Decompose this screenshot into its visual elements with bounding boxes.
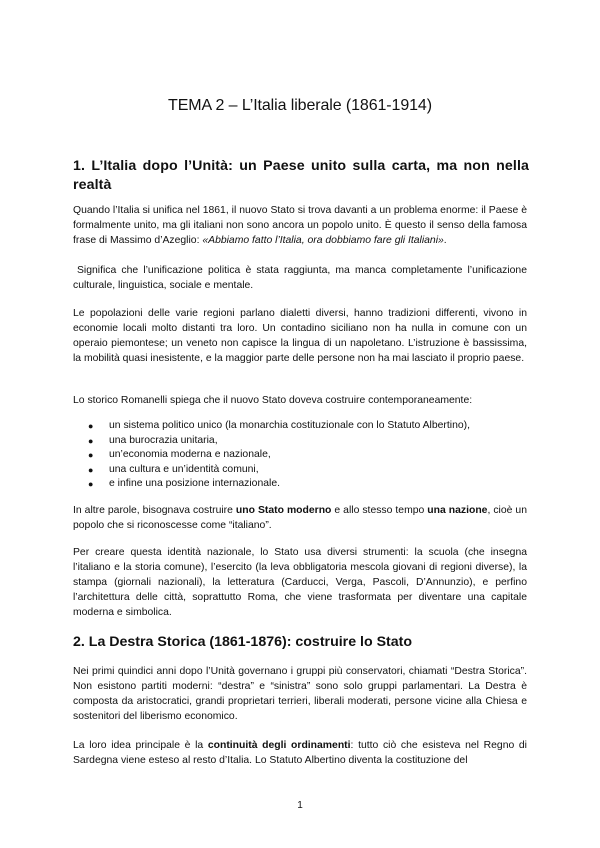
p-continuita-part-c: : tutto ciò che esisteva nel Regno di Sardegna viene esteso al resto d’Italia. Lo Statuto Albertino diventa la costituzione del bbox=[73, 740, 527, 766]
azeglio-quote: «Abbiamo fatto l’Italia, ora dobbiamo fare gli Italiani» bbox=[202, 235, 444, 246]
nazione-bold: una nazione bbox=[427, 505, 488, 516]
paragraph-intro-end: . bbox=[443, 235, 447, 246]
bullet-icon: ● bbox=[88, 435, 94, 446]
paragraph-identity-tools: Per creare questa identità nazionale, lo Stato usa diversi strumenti: la scuola (che insegna l’italiano e la storia comune), l’esercito (la leva obbligatoria mescola giovani di regioni diverse), la stampa (giornali nazionali), la letteratura (Carducci, Verga, Pascoli, D’Annunzio), e perfino l’architettura delle città, soprattutto Roma, che viene trasformata per diventare una capitale moderna e simbolica. bbox=[73, 547, 527, 618]
paragraph-intro-text: Quando l’Italia si unifica nel 1861, il nuovo Stato si trova davanti a un problema enorme: il Paese è formalmente unito, ma gli italiani non sono ancora un popolo unito. È questo il senso della famosa frase di Massimo d’Azeglio: bbox=[73, 205, 527, 246]
bullet-icon: ● bbox=[88, 479, 94, 490]
list-item bbox=[73, 448, 527, 463]
paragraph-meaning bbox=[73, 263, 527, 293]
paragraph-intro bbox=[73, 203, 527, 248]
paragraph-populations: Le popolazioni delle varie regioni parlano dialetti diversi, hanno tradizioni differenti, vivono in economie locali molto distanti tra loro. Un contadino siciliano non ha nulla in comune con un operaio piemontese; un veneto non capisce la lingua di un napoletano. L’istruzione è bassissima, la mobilità quasi inesistente, e la maggior parte delle persone non ha mai lasciato il proprio paese. bbox=[73, 308, 527, 364]
p5-part-e: , cioè un popolo che si riconoscesse come “italiano”. bbox=[73, 505, 527, 531]
bullet-icon: ● bbox=[88, 421, 94, 431]
list-item bbox=[73, 477, 527, 492]
list-item-text: un sistema politico unico (la monarchia costituzionale con lo Statuto Albertino), bbox=[109, 420, 470, 431]
continuita-bold: continuità degli ordinamenti bbox=[207, 740, 351, 751]
list-item-text: un’economia moderna e nazionale, bbox=[109, 449, 271, 461]
paragraph-destra-storica: Nei primi quindici anni dopo l’Unità governano i gruppi più conservatori, chiamati “Destra Storica”. Non esistono partiti moderni: “destra” e “sinistra” sono solo gruppi parlamentari. La Destra è composta da aristocratici, grandi proprietari terrieri, liberali moderati, persone vicine alla Chiesa e sostenitori del liberismo economico. bbox=[73, 666, 527, 722]
stato-moderno-bold: uno Stato moderno bbox=[235, 505, 332, 516]
list-item-text: una burocrazia unitaria, bbox=[109, 434, 218, 446]
page-number: 1 bbox=[297, 800, 303, 811]
p-continuita-part-a: La loro idea principale è la bbox=[73, 740, 208, 751]
list-item bbox=[73, 463, 527, 478]
page-title: TEMA 2 – L’Italia liberale (1861‑1914) bbox=[168, 97, 432, 114]
bullet-icon: ● bbox=[88, 464, 94, 475]
p5-part-a: In altre parole, bisognava costruire bbox=[73, 505, 236, 516]
bullet-icon: ● bbox=[88, 450, 94, 461]
section-1-heading: 1. L’Italia dopo l’Unità: un Paese unito sulla carta, ma non nella realtà bbox=[73, 158, 529, 193]
paragraph-continuita bbox=[73, 738, 527, 768]
state-building-list bbox=[73, 419, 527, 492]
paragraph-romanelli: Lo storico Romanelli spiega che il nuovo Stato doveva costruire contemporaneamente: bbox=[73, 395, 473, 406]
list-item-text: e infine una posizione internazionale. bbox=[109, 478, 280, 490]
list-item bbox=[73, 434, 527, 449]
list-item-text: una cultura e un’identità comuni, bbox=[109, 463, 259, 475]
section-2-heading: 2. La Destra Storica (1861‑1876): costruire lo Stato bbox=[73, 634, 413, 650]
paragraph-meaning-text: Significa che l’unificazione politica è stata raggiunta, ma manca completamente l’unificazione culturale, linguistica, sociale e mentale. bbox=[73, 265, 527, 291]
list-item bbox=[73, 419, 527, 434]
paragraph-state-nation bbox=[73, 503, 527, 533]
p5-part-c: e allo stesso tempo bbox=[331, 505, 428, 516]
